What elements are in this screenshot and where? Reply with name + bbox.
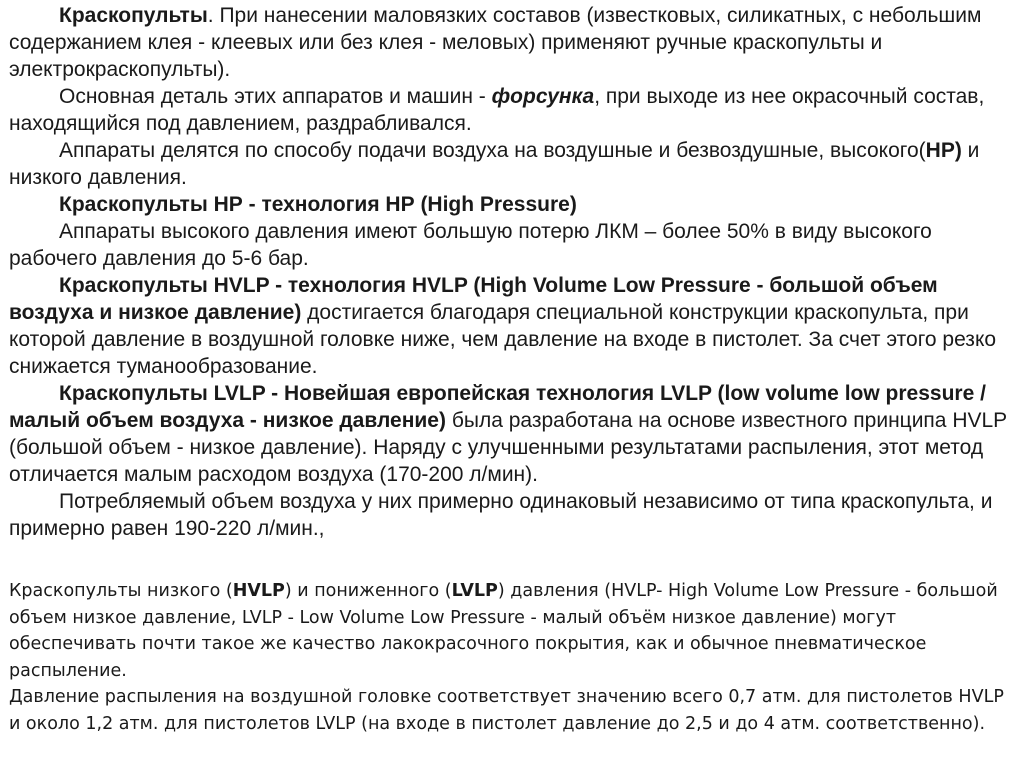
paragraph-hvlp-lvlp-quality — [9, 578, 1015, 684]
paragraph-text: Давление распыления на воздушной головке соответствует значению всего 0,7 атм. для пистолетов HVLP и около 1,2 атм. для пистолетов LVLP (на входе в пистолет давление до 2,5 и до 4 атм. соответственно). — [9, 687, 1004, 734]
paragraph-text: . При нанесении маловязких составов (известковых, силикатных, с небольшим содержанием клея - клеевых или без клея - меловых) применяют ручные краскопульты и электрокраскопульты). — [9, 4, 982, 81]
heading-lvlp: Краскопульты LVLP - Новейшая европейская технология LVLP (low volume low pressure / малый объем воздуха - низкое давление) — [9, 382, 986, 432]
paragraph-text: Аппараты высокого давления имеют большую потерю ЛКМ – более 50% в виду высокого рабочего давления до 5-6 бар. — [9, 220, 932, 270]
paragraph-text: Аппараты делятся по способу подачи воздуха на воздушные и безвоздушные, высокого( — [59, 139, 926, 162]
main-text-block — [9, 2, 1015, 542]
term-nozzle: форсунка — [491, 85, 595, 108]
paragraph-spray-guns-intro — [9, 2, 1015, 83]
term-lvlp: LVLP — [451, 581, 498, 601]
heading-hvlp: Краскопульты HVLP - технология HVLP (High Volume Low Pressure - большой объем воздуха и низкое давление) — [9, 274, 938, 324]
paragraph-nozzle — [9, 83, 1015, 137]
heading-hp — [9, 191, 1015, 218]
paragraph-air-volume — [9, 488, 1015, 542]
paragraph-text: Потребляемый объем воздуха у них примерно одинаковый независимо от типа краскопульта, и примерно равен 190-220 л/мин., — [9, 490, 993, 540]
paragraph-text: была разработана на основе известного принципа HVLP (большой объем - низкое давление). Наряду с улучшенными результатами распыления, этот метод отличается малым расходом воздуха (170-200 л/мин). — [9, 409, 1007, 486]
paragraph-air-supply — [9, 137, 1015, 191]
term-hvlp: HVLP — [232, 581, 285, 601]
term-hp: НР) — [925, 139, 962, 162]
paragraph-text: Краскопульты низкого ( — [9, 581, 233, 601]
secondary-text-block — [9, 578, 1015, 737]
paragraph-text: Основная деталь этих аппаратов и машин - — [59, 85, 492, 108]
paragraph-lvlp — [9, 380, 1015, 488]
paragraph-text: достигается благодаря специальной конструкции краскопульта, при которой давление в воздушной головке ниже, чем давление на входе в пистолет. За счет этого резко снижается туманообразование. — [9, 301, 997, 378]
paragraph-text: , при выходе из нее окрасочный состав, находящийся под давлением, раздрабливался. — [9, 85, 985, 135]
paragraph-hvlp — [9, 272, 1015, 380]
heading-hp-text: Краскопульты НР - технология НР (High Pressure) — [59, 193, 577, 216]
term-spray-guns: Краскопульты — [59, 4, 208, 27]
paragraph-text: и низкого давления. — [9, 139, 980, 189]
paragraph-air-cap-pressure — [9, 684, 1015, 737]
paragraph-text: ) и пониженного ( — [284, 581, 452, 601]
paragraph-hp-loss — [9, 218, 1015, 272]
paragraph-text: ) давления (HVLP- High Volume Low Pressure - большой объем низкое давление, LVLP - Low Volume Low Pressure - малый объём низкое давление) могут обеспечивать почти такое же качество лакокрасочного покрытия, как и обычное пневматическое распыление. — [9, 581, 998, 681]
